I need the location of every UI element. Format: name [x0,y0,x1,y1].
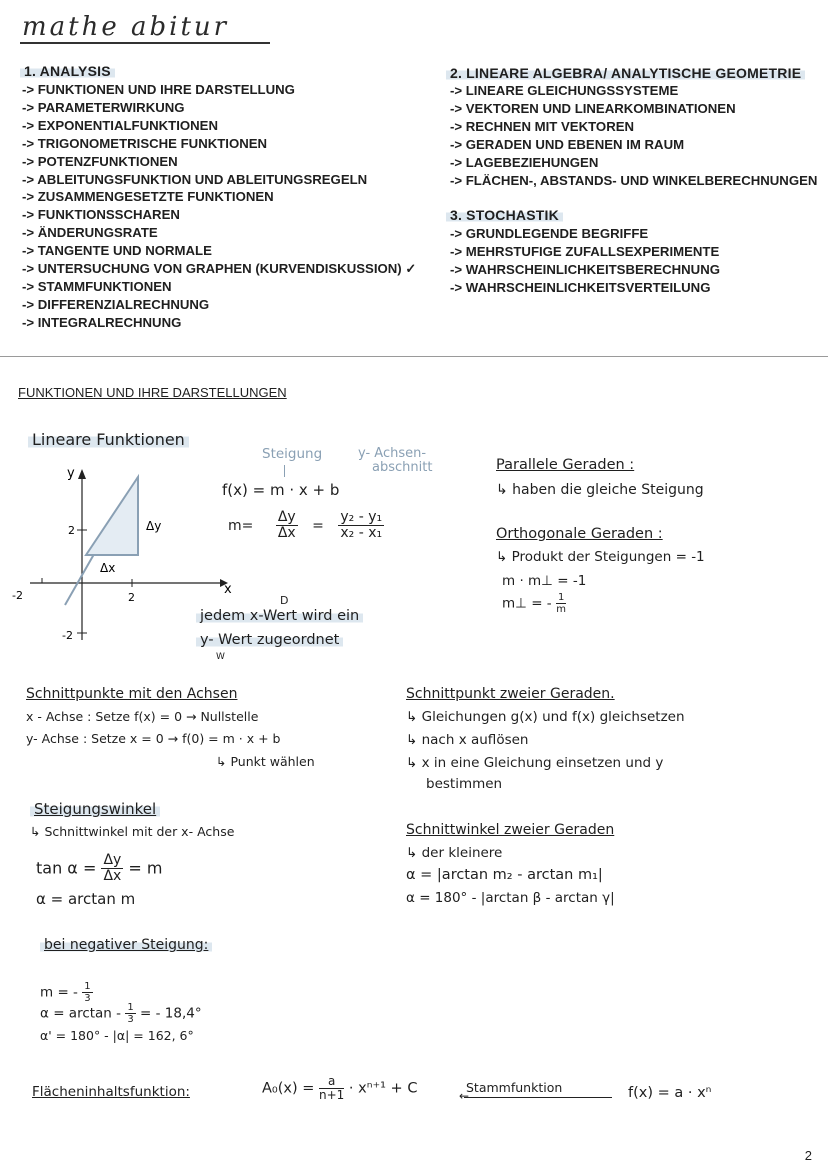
graph-dy: Δy [146,519,162,533]
toc-linalg-title: 2. LINEARE ALGEBRA/ ANALYTISCHE GEOMETRIE [446,65,805,81]
toc-analysis-item: -> STAMMFUNKTIONEN [22,278,172,294]
toc-linalg-item: -> RECHNEN MIT VEKTOREN [450,118,635,134]
neg-line-2: α = arctan - $\frac{1}{3}$ = - 18,4° [40,1002,202,1025]
section-heading: FUNKTIONEN UND IHRE DARSTELLUNGEN [18,385,287,400]
y-label: y [67,466,75,481]
toc-stoch-item: -> GRUNDLEGENDE BEGRIFFE [450,226,649,241]
toc-linalg-item: -> LINEARE GLEICHUNGSSYSTEME [450,83,679,98]
toc-stoch-item: -> WAHRSCHEINLICHKEITSBERECHNUNG [450,261,720,277]
page-title: mathe abitur [22,12,230,42]
toc-linalg-list [450,82,817,189]
arrow-head: ← [459,1089,470,1103]
alpha-arctan: α = arctan m [36,890,136,908]
ywert-text: y- Wert zugeordnet [196,632,343,648]
mark-w: W [216,652,225,662]
orth-eq2: m⊥ = - $\frac{1}{m}$ [502,592,567,615]
toc-analysis-item: -> UNTERSUCHUNG VON GRAPHEN (KURVENDISKUSSION) ✓ [22,261,417,277]
tick-label-x2: 2 [128,591,135,604]
yachse-line: y- Achse : Setze x = 0 → f(0) = m · x + b [26,731,281,746]
flaeche-formula: A₀(x) = $\frac{a}{n+1}$ · xⁿ⁺¹ + C [262,1074,418,1103]
toc-analysis-title: 1. ANALYSIS [20,63,115,79]
toc-analysis-item: -> DIFFERENZIALRECHNUNG [22,296,210,312]
toc-analysis-item: -> EXPONENTIALFUNKTIONEN [22,117,218,133]
label-steigung: Steigung [262,446,323,462]
toc-stoch-item: -> WAHRSCHEINLICHKEITSVERTEILUNG [450,279,711,295]
toc-linalg-item: -> FLÄCHEN-, ABSTANDS- UND WINKELBERECHNUNGEN [450,172,818,188]
sg-line-4: bestimmen [426,776,503,792]
toc-analysis-item: -> FUNKTIONEN UND IHRE DARSTELLUNG [22,82,295,97]
steigung-tick [284,465,285,477]
flaeche-title: Flächeninhaltsfunktion: [32,1084,190,1100]
tick-label-yneg2: -2 [62,629,73,642]
toc-analysis-item: -> ZUSAMMENGESETZTE FUNKTIONEN [22,189,274,205]
toc-analysis-item: -> PARAMETERWIRKUNG [22,99,185,115]
toc-analysis-item: -> TRIGONOMETRISCHE FUNKTIONEN [22,135,268,151]
toc-analysis-item: -> POTENZFUNKTIONEN [22,153,178,169]
y-axis-arrow [78,469,86,479]
linear-title: Lineare Funktionen [28,430,189,449]
toc-analysis-item: -> ÄNDERUNGSRATE [22,225,158,241]
punkt-line: ↳ Punkt wählen [216,754,315,769]
swg-line-1: ↳ der kleinere [406,845,503,861]
label-yachse: y- Achsen- [358,446,427,461]
tick-label-y2: 2 [68,524,75,537]
fx-formula: f(x) = a · xⁿ [628,1085,712,1101]
sg-line-1: ↳ Gleichungen g(x) und f(x) gleichsetzen [406,709,685,725]
toc-analysis-list [22,81,416,332]
formula-f: f(x) = m · x + b [222,481,340,499]
graph-dx: Δx [100,561,116,575]
toc-linalg-item: -> VEKTOREN UND LINEARKOMBINATIONEN [450,100,736,116]
label-abschnitt: abschnitt [372,460,433,475]
toc-linalg-item: -> GERADEN UND EBENEN IM RAUM [450,136,685,152]
stamm-arrow [464,1097,612,1098]
toc-stoch-item: -> MEHRSTUFIGE ZUFALLSEXPERIMENTE [450,243,720,259]
neg-line-3: α' = 180° - |α| = 162, 6° [40,1028,194,1043]
schnittwinkel-title: Schnittwinkel zweier Geraden [406,822,615,838]
x-label: x [224,582,232,597]
toc-analysis-item: -> INTEGRALRECHNUNG [22,314,182,330]
schnitt-achsen-title: Schnittpunkte mit den Achsen [26,686,238,702]
title-underline [20,42,270,44]
page-number: 2 [804,1148,812,1163]
toc-stoch-title: 3. STOCHASTIK [446,207,563,223]
swg-line-3: α = 180° - |arctan β - arctan γ| [406,890,615,906]
schnitt-geraden-title: Schnittpunkt zweier Geraden. [406,686,615,702]
sg-line-2: ↳ nach x auflösen [406,732,529,748]
orth-text: ↳ Produkt der Steigungen = -1 [496,549,705,565]
neg-line-1: m = - $\frac{1}{3}$ [40,981,91,1004]
slope-triangle [86,477,138,555]
toc-analysis-item: -> FUNKTIONSSCHAREN [22,207,180,223]
slope-formula: m= $\frac{\Delta y}{\Delta x}$ = $\frac{\text{y₂ - y₁}}{\text{x₂ - x₁}}$ [228,509,383,542]
steigungswinkel-title: Steigungswinkel [30,800,160,818]
toc-analysis-item: -> TANGENTE UND NORMALE [22,243,212,259]
swg-line-2: α = |arctan m₂ - arctan m₁| [406,867,603,883]
parallel-text: ↳ haben die gleiche Steigung [496,482,704,498]
toc-stoch-list [450,225,720,297]
toc-analysis-item: -> ABLEITUNGSFUNKTION UND ABLEITUNGSREGELN [22,171,368,187]
orth-eq1: m · m⊥ = -1 [502,573,587,589]
jedem-text: jedem x-Wert wird ein [196,608,363,624]
sw-line-1: ↳ Schnittwinkel mit der x- Achse [30,824,235,839]
xachse-line: x - Achse : Setze f(x) = 0 → Nullstelle [26,709,259,724]
toc-linalg-item: -> LAGEBEZIEHUNGEN [450,154,599,170]
neg-title: bei negativer Steigung: [40,937,212,953]
orth-title: Orthogonale Geraden : [496,526,663,542]
mark-d: D [280,594,289,607]
tan-formula: tan α = $\frac{\Delta y}{\Delta x}$ = m [36,852,163,885]
sg-line-3: ↳ x in eine Gleichung einsetzen und y [406,755,664,771]
page-divider [0,356,828,357]
stamm-label: Stammfunktion [466,1080,563,1095]
parallel-title: Parallele Geraden : [496,457,635,473]
tick-label-xneg2: -2 [12,589,23,602]
